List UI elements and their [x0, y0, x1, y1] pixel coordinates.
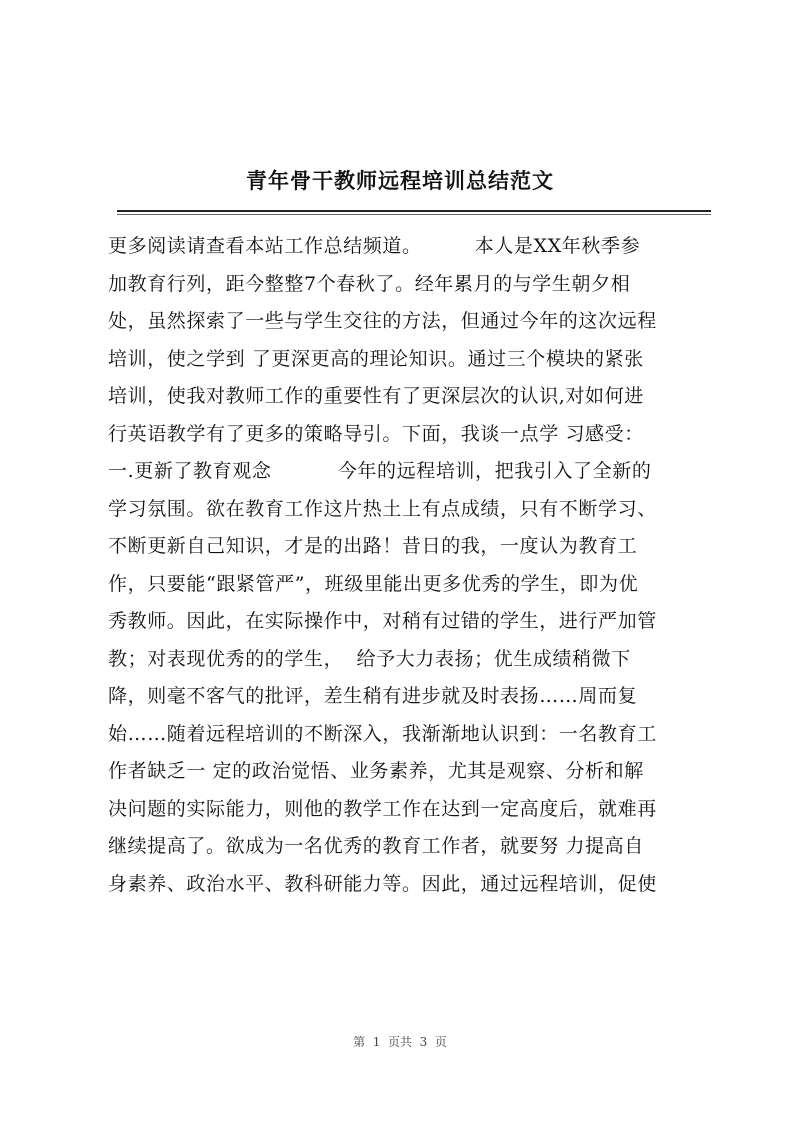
title-divider-thin — [117, 214, 711, 215]
document-title: 青年骨干教师远程培训总结范文 — [246, 168, 554, 193]
body-line: 作者缺乏一 定的政治觉悟、业务素养，尤其是观察、分析和解 — [108, 760, 644, 782]
body-line: 始……随着远程培训的不断深入，我渐渐地认识到：一名教育工 — [108, 722, 657, 745]
document-body — [108, 228, 718, 903]
body-line: 行英语教学有了更多的策略导引。下面，我谈一点学 习感受： — [108, 422, 644, 445]
body-line: 降，则毫不客气的批评，差生稍有进步就及时表扬……周而复 — [108, 685, 638, 707]
body-line: 身素养、政治水平、教科研能力等。因此，通过远程培训，促使 — [108, 872, 657, 895]
body-line: 处，虽然探索了一些与学生交往的方法，但通过今年的这次远程 — [108, 310, 657, 332]
body-line: 加教育行列，距今整整7个春秋了。经年累月的与学生朝夕相 — [108, 272, 631, 295]
body-line: 更多阅读请查看本站工作总结频道。 本人是XX年秋季参 — [108, 235, 641, 257]
title-divider — [117, 210, 711, 212]
body-line: 培训，使我对教师工作的重要性有了更深层次的认识,对如何进 — [108, 385, 644, 407]
body-line: 作，只要能“跟紧管严”，班级里能出更多优秀的学生，即为优 — [108, 572, 639, 595]
body-line: 教；对表现优秀的的学生， 给予大力表扬；优生成绩稍微下 — [108, 647, 631, 670]
body-line: 决问题的实际能力，则他的教学工作在达到一定高度后，就难再 — [108, 797, 657, 820]
body-line: 秀教师。因此，在实际操作中，对稍有过错的学生，进行严加管 — [108, 610, 657, 632]
body-line: 不断更新自己知识，才是的出路！昔日的我，一度认为教育工 — [108, 535, 638, 557]
body-line: 一.更新了教育观念 今年的远程培训，把我引入了全新的 — [108, 460, 652, 482]
body-line: 学习氛围。欲在教育工作这片热土上有点成绩，只有不断学习、 — [108, 497, 657, 520]
body-line: 继续提高了。欲成为一名优秀的教育工作者，就要努 力提高自 — [108, 835, 644, 857]
page-footer: 第 1 页共 3 页 — [353, 1035, 447, 1049]
body-line: 培训，使之学到 了更深更高的理论知识。通过三个模块的紧张 — [108, 347, 644, 370]
